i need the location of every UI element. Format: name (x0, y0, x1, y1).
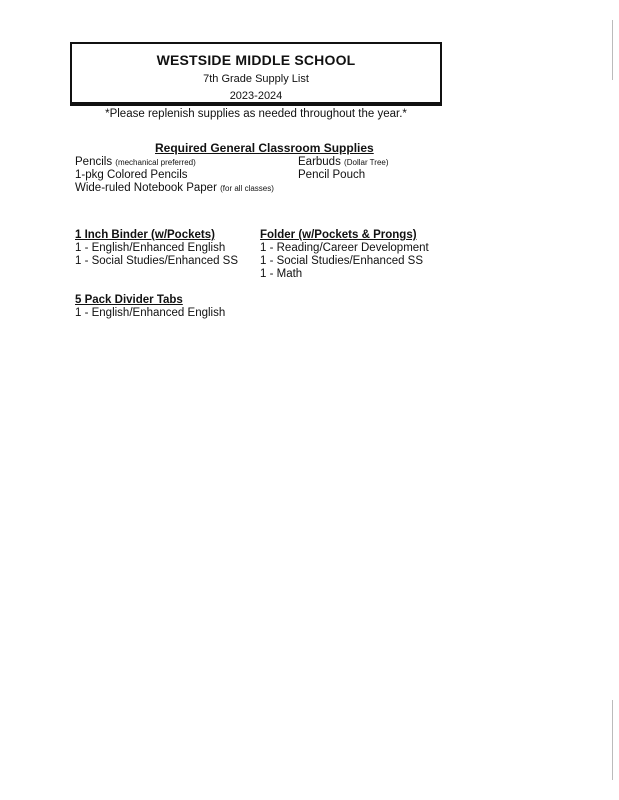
folder-item: 1 - Social Studies/Enhanced SS (260, 255, 424, 267)
divider-tabs-item: 1 - English/Enhanced English (75, 307, 226, 319)
folder-item: 1 - Math (260, 268, 303, 280)
list-title: 7th Grade Supply List (203, 73, 309, 85)
required-item (75, 182, 274, 194)
required-item (75, 156, 196, 168)
header-box (70, 42, 442, 106)
scan-edge-mark (612, 700, 613, 780)
divider-tabs-heading: 5 Pack Divider Tabs (75, 294, 183, 306)
required-item-detail: (for all classes) (220, 184, 274, 193)
binder-heading: 1 Inch Binder (w/Pockets) (75, 229, 215, 241)
required-item-detail: (mechanical preferred) (115, 158, 196, 167)
required-item (298, 169, 365, 181)
school-year: 2023-2024 (229, 90, 283, 102)
binder-item: 1 - Social Studies/Enhanced SS (75, 255, 239, 267)
replenish-note: *Please replenish supplies as needed throughout the year.* (105, 108, 407, 120)
folder-heading: Folder (w/Pockets & Prongs) (260, 229, 417, 241)
school-name: WESTSIDE MIDDLE SCHOOL (156, 52, 356, 68)
required-item-name: Wide-ruled Notebook Paper (75, 182, 217, 194)
binder-item: 1 - English/Enhanced English (75, 242, 226, 254)
required-item-name: Pencil Pouch (298, 169, 366, 181)
folder-item: 1 - Reading/Career Development (260, 242, 429, 254)
required-item (75, 169, 188, 181)
required-supplies-heading: Required General Classroom Supplies (155, 141, 374, 155)
required-item-name: Earbuds (298, 156, 341, 168)
required-item (298, 156, 389, 168)
required-item-detail: (Dollar Tree) (344, 158, 389, 167)
required-item-name: Pencils (75, 156, 113, 168)
required-item-name: 1-pkg Colored Pencils (75, 169, 188, 181)
scan-edge-mark (612, 20, 613, 80)
